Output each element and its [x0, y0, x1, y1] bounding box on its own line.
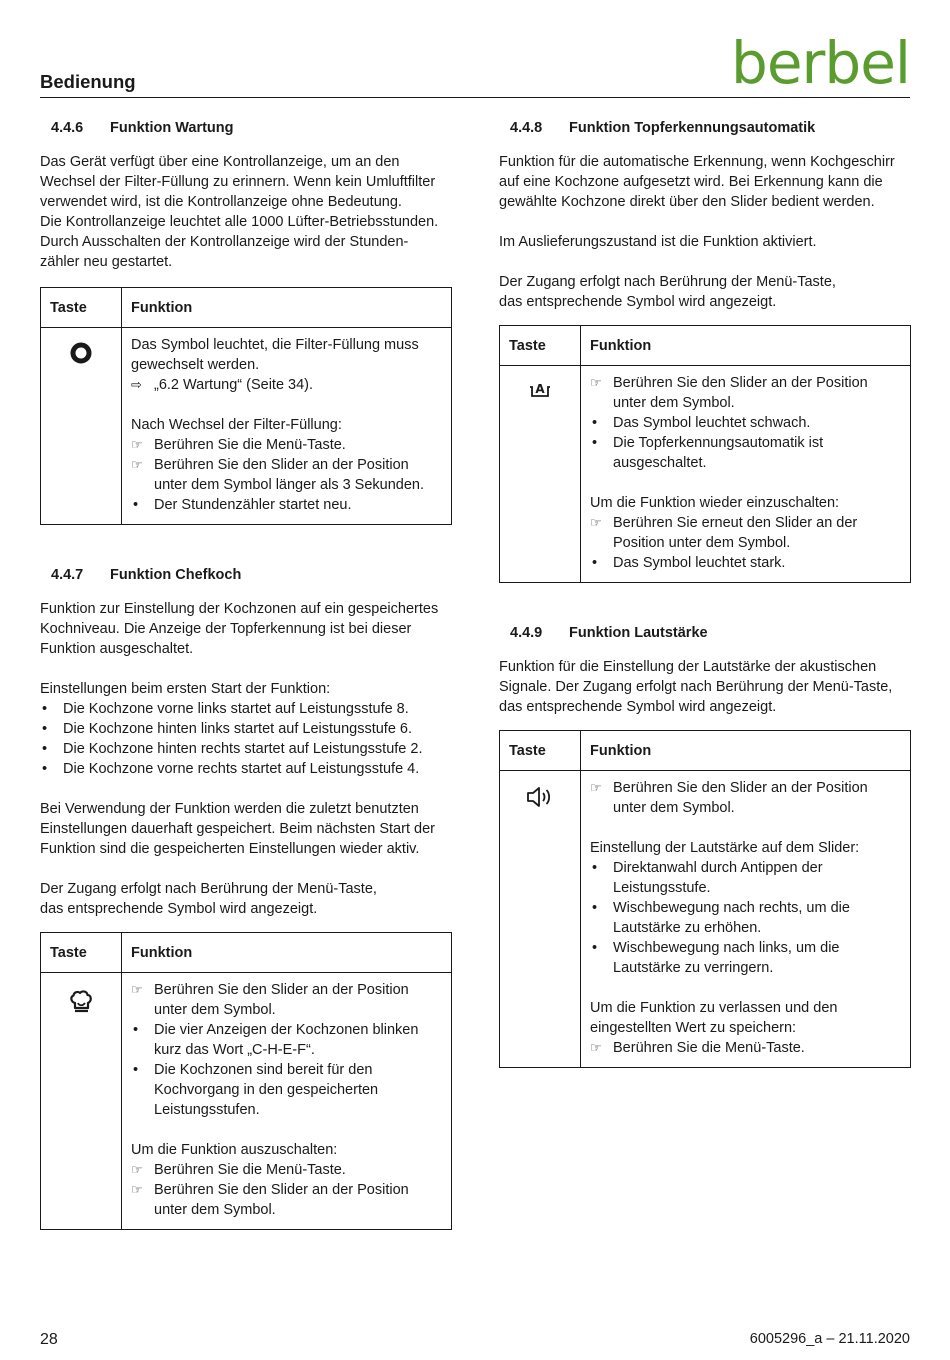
- option-text: Wischbewegung nach rechts, um die Lautstärke zu erhöhen.: [613, 900, 850, 936]
- section-number: 4.4.9: [510, 625, 543, 641]
- usage-line: Funktion sind die gespeicherten Einstellungen wieder aktiv.: [40, 841, 420, 857]
- left-column: [40, 118, 452, 1230]
- intro-line: Wechsel der Filter-Füllung zu erinnern. Wenn kein Umluftfilter: [40, 174, 436, 190]
- function-table-446: [40, 287, 452, 525]
- usage-line: Bei Verwendung der Funktion werden die zuletzt benutzten: [40, 801, 419, 817]
- cell-text: gewechselt werden.: [131, 357, 260, 373]
- bullet: •: [133, 497, 139, 513]
- pointing-hand-icon: ☞: [131, 1162, 143, 1177]
- arrow-icon: ⇨: [131, 377, 142, 392]
- access-line: das entsprechende Symbol wird angezeigt.: [40, 901, 318, 917]
- access-line: Der Zugang erfolgt nach Berührung der Menü-Taste,: [40, 881, 377, 897]
- step-text: Berühren Sie die Menü-Taste.: [154, 1162, 346, 1178]
- bullet: •: [592, 940, 598, 956]
- cell-label: Um die Funktion auszuschalten:: [131, 1142, 338, 1158]
- function-table-449: [499, 730, 911, 1068]
- bullet: •: [592, 900, 598, 916]
- right-column: [499, 118, 911, 1068]
- section-heading-448: [510, 118, 911, 138]
- pointing-hand-icon: ☞: [590, 375, 602, 390]
- col-header-key: Taste: [500, 731, 581, 771]
- col-header-function: Funktion: [581, 731, 911, 771]
- intro-line: gewählte Kochzone direkt über den Slider bedient werden.: [499, 194, 875, 210]
- result-text: Die vier Anzeigen der Kochzonen blinken kurz das Wort „C-H-E-F“.: [154, 1022, 419, 1058]
- settings-label: Einstellungen beim ersten Start der Funktion:: [40, 681, 331, 697]
- step-text: Berühren Sie die Menü-Taste.: [154, 437, 346, 453]
- intro-line: Funktion für die Einstellung der Lautstärke der akustischen: [499, 659, 877, 675]
- result-text: Die Topferkennungsautomatik ist ausgeschaltet.: [613, 435, 824, 471]
- col-header-key: Taste: [41, 933, 122, 973]
- step-text: Berühren Sie den Slider an der Position unter dem Symbol.: [154, 1182, 409, 1218]
- pointing-hand-icon: ☞: [131, 982, 143, 997]
- result-text: Das Symbol leuchtet schwach.: [613, 415, 811, 431]
- section-heading-449: [510, 623, 911, 643]
- access-line: das entsprechende Symbol wird angezeigt.: [499, 294, 777, 310]
- bullet: •: [592, 435, 598, 451]
- usage-line: Einstellungen dauerhaft gespeichert. Beim nächsten Start der: [40, 821, 435, 837]
- intro-line: Die Kontrollanzeige leuchtet alle 1000 Lüfter-Betriebsstunden.: [40, 214, 439, 230]
- col-header-function: Funktion: [122, 933, 452, 973]
- bullet: •: [133, 1062, 139, 1078]
- cell-label: Einstellung der Lautstärke auf dem Slider:: [590, 840, 860, 856]
- section-title: Bedienung: [40, 71, 136, 92]
- section-name: Funktion Topferkennungsautomatik: [569, 120, 816, 136]
- col-header-key: Taste: [41, 288, 122, 328]
- option-text: Direktanwahl durch Antippen der Leistungsstufe.: [613, 860, 823, 896]
- col-header-function: Funktion: [122, 288, 452, 328]
- cell-label: Um die Funktion zu verlassen und den eingestellten Wert zu speichern:: [590, 1000, 838, 1036]
- page-number: 28: [40, 1331, 58, 1348]
- document-id: 6005296_a – 21.11.2020: [749, 1331, 910, 1347]
- cell-label: Um die Funktion wieder einzuschalten:: [590, 495, 840, 511]
- svg-text:A: A: [535, 382, 545, 396]
- bullet: •: [133, 1022, 139, 1038]
- section-heading-447: [51, 565, 452, 585]
- default-state-text: Im Auslieferungszustand ist die Funktion aktiviert.: [499, 234, 817, 250]
- function-table-448: [499, 325, 911, 583]
- pointing-hand-icon: ☞: [590, 780, 602, 795]
- intro-line: Das Gerät verfügt über eine Kontrollanzeige, um an den: [40, 154, 400, 170]
- filter-ring-icon: [69, 341, 93, 365]
- option-text: Wischbewegung nach links, um die Lautstärke zu verringern.: [613, 940, 840, 976]
- bullet: •: [592, 860, 598, 876]
- intro-line: Kochniveau. Die Anzeige der Topferkennung ist bei dieser: [40, 621, 412, 637]
- section-heading-446: [51, 118, 452, 138]
- list-item: • Die Kochzone vorne rechts startet auf Leistungsstufe 4.: [40, 759, 452, 779]
- col-header-key: Taste: [500, 326, 581, 366]
- list-item: • Die Kochzone vorne links startet auf Leistungsstufe 8.: [40, 699, 452, 719]
- section-number: 4.4.7: [51, 567, 84, 583]
- step-text: Berühren Sie den Slider an der Position unter dem Symbol.: [613, 375, 868, 411]
- settings-list: [40, 699, 452, 779]
- pointing-hand-icon: ☞: [131, 437, 143, 452]
- section-number: 4.4.6: [51, 120, 84, 136]
- cross-reference-link[interactable]: „6.2 Wartung“ (Seite 34).: [154, 377, 314, 393]
- intro-line: Funktion zur Einstellung der Kochzonen auf ein gespeichertes: [40, 601, 439, 617]
- section-name: Funktion Wartung: [110, 120, 234, 136]
- access-line: Der Zugang erfolgt nach Berührung der Menü-Taste,: [499, 274, 836, 290]
- intro-line: das entsprechende Symbol wird angezeigt.: [499, 699, 777, 715]
- step-text: Berühren Sie den Slider an der Position unter dem Symbol.: [154, 982, 409, 1018]
- cell-label: Nach Wechsel der Filter-Füllung:: [131, 417, 342, 433]
- intro-line: Durch Ausschalten der Kontrollanzeige wird der Stunden-: [40, 234, 409, 250]
- intro-line: zähler neu gestartet.: [40, 254, 173, 270]
- bullet: •: [592, 555, 598, 571]
- step-text: Berühren Sie den Slider an der Position unter dem Symbol länger als 3 Sekunden.: [154, 457, 425, 493]
- intro-line: Signale. Der Zugang erfolgt nach Berührung der Menü-Taste,: [499, 679, 893, 695]
- step-text: Berühren Sie die Menü-Taste.: [613, 1040, 805, 1056]
- step-text: Berühren Sie erneut den Slider an der Position unter dem Symbol.: [613, 515, 858, 551]
- intro-line: auf eine Kochzone aufgesetzt wird. Bei Erkennung kann die: [499, 174, 883, 190]
- cell-text: Das Symbol leuchtet, die Filter-Füllung muss: [131, 337, 419, 353]
- list-item: • Die Kochzone hinten links startet auf Leistungsstufe 6.: [40, 719, 452, 739]
- bullet: •: [592, 415, 598, 431]
- pointing-hand-icon: ☞: [131, 457, 143, 472]
- intro-line: Funktion ausgeschaltet.: [40, 641, 194, 657]
- step-text: Berühren Sie den Slider an der Position unter dem Symbol.: [613, 780, 868, 816]
- result-text: Das Symbol leuchtet stark.: [613, 555, 786, 571]
- col-header-function: Funktion: [581, 326, 911, 366]
- section-name: Funktion Chefkoch: [110, 567, 242, 583]
- intro-line: verwendet wird, ist die Kontrollanzeige ohne Bedeutung.: [40, 194, 402, 210]
- list-item: • Die Kochzone hinten rechts startet auf Leistungsstufe 2.: [40, 739, 452, 759]
- section-name: Funktion Lautstärke: [569, 625, 708, 641]
- pointing-hand-icon: ☞: [131, 1182, 143, 1197]
- pointing-hand-icon: ☞: [590, 515, 602, 530]
- intro-line: Funktion für die automatische Erkennung, wenn Kochgeschirr: [499, 154, 895, 170]
- section-number: 4.4.8: [510, 120, 543, 136]
- pointing-hand-icon: ☞: [590, 1040, 602, 1055]
- header-divider: [40, 97, 910, 98]
- function-table-447: [40, 932, 452, 1230]
- chef-hat-icon: [66, 986, 96, 1016]
- pot-detection-icon: [527, 379, 553, 401]
- brand-logo: berbel: [731, 29, 910, 97]
- result-text: Der Stundenzähler startet neu.: [154, 497, 352, 513]
- speaker-icon: [525, 784, 555, 810]
- result-text: Die Kochzonen sind bereit für den Kochvorgang in den gespeicherten Leistungsstufen.: [154, 1062, 379, 1118]
